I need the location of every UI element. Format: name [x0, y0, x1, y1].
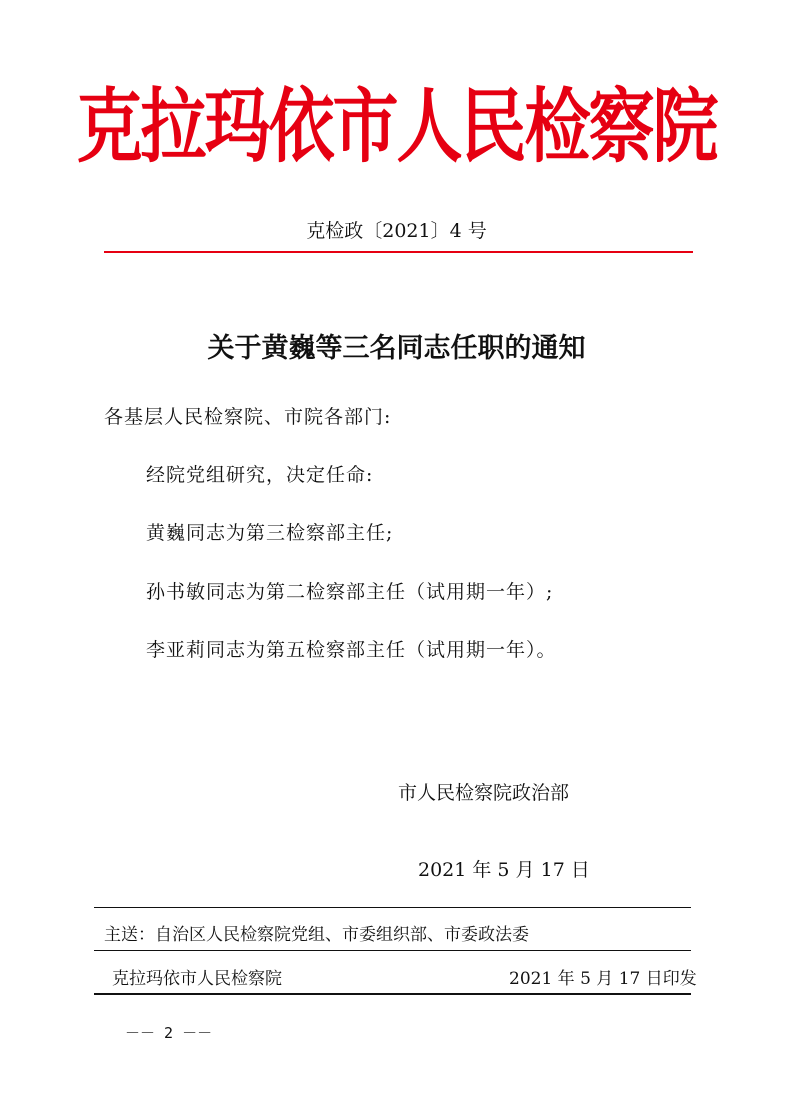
- paragraph-decision: 经院党组研究，决定任命:: [146, 464, 374, 486]
- issue-date: 2021 年 5 月 17 日: [418, 859, 590, 881]
- paragraph-appointment-2: 孙书敏同志为第二检察部主任（试用期一年）;: [146, 581, 554, 603]
- page-number: －－ 2 －－: [125, 1024, 213, 1042]
- red-separator-line: [104, 251, 693, 253]
- addressee: 各基层人民检察院、市院各部门:: [104, 406, 392, 428]
- notice-title: 关于黄巍等三名同志任职的通知: [207, 333, 586, 364]
- document-number: 克检政〔2021〕4 号: [306, 220, 487, 242]
- signature-department: 市人民检察院政治部: [398, 782, 570, 804]
- distribution-list: 主送：自治区人民检察院党组、市委组织部、市委政法委: [104, 925, 529, 945]
- paragraph-appointment-3: 李亚莉同志为第五检察部主任（试用期一年）。: [146, 639, 557, 661]
- paragraph-appointment-1: 黄巍同志为第三检察部主任;: [146, 522, 394, 544]
- masthead-title: 克拉玛依市人民检察院: [76, 79, 717, 175]
- footer-bottom-rule: [94, 993, 691, 995]
- footer-middle-rule: [94, 950, 691, 951]
- issuing-organization: 克拉玛依市人民检察院: [112, 969, 282, 989]
- print-date: 2021 年 5 月 17 日印发: [509, 969, 697, 989]
- footer-top-rule: [94, 907, 691, 908]
